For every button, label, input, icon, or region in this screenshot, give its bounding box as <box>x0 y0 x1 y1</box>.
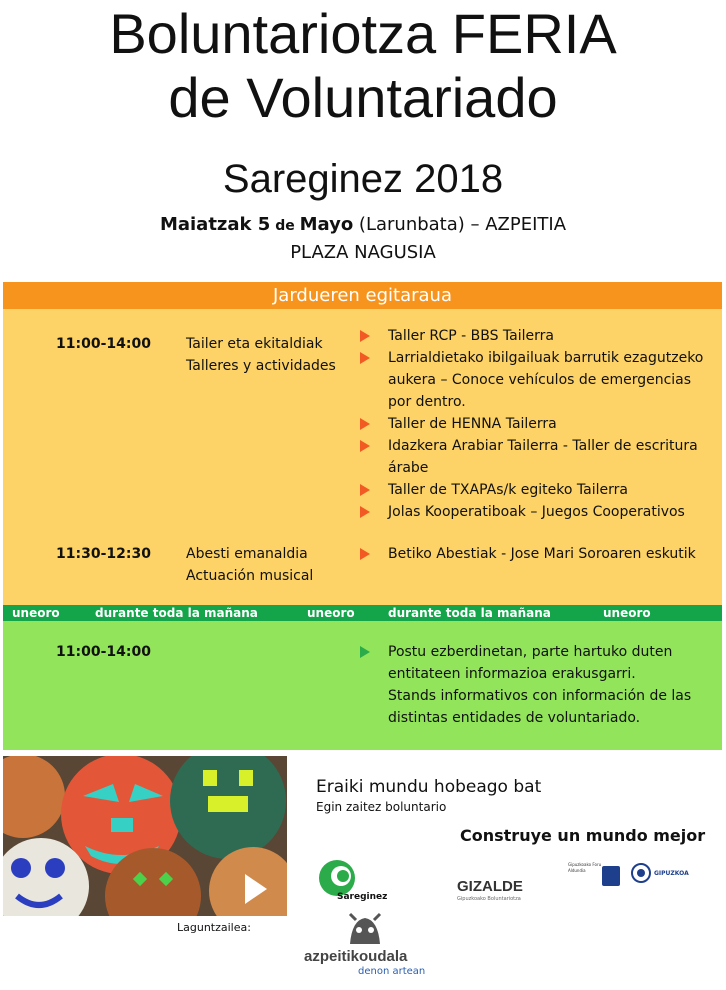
date-de: de <box>270 218 300 234</box>
bullet-arrow-icon <box>360 330 370 342</box>
band-durante: durante toda la mañana <box>388 606 551 620</box>
sareginez-logo-text: Sareginez <box>337 892 388 902</box>
azpeitia-logo-sub: denon artean <box>358 966 426 977</box>
azpeitia-logo-text: azpeitikoudala <box>304 948 408 965</box>
allday-text-es: Stands informativos con información de las distintas entidades de voluntariado. <box>388 688 692 726</box>
slogan-eu-sub: Egin zaitez boluntario <box>316 800 447 814</box>
bullet-arrow-icon <box>360 352 370 364</box>
allday-text-eu: Postu ezberdinetan, parte hartuko duten entitateen informazioa erakusgarri. <box>388 644 673 682</box>
place: PLAZA NAGUSIA <box>290 242 436 263</box>
gizalde-logo-sub: Gipuzkoako Boluntariotza <box>457 896 521 902</box>
sareginez-logo <box>315 858 388 906</box>
block2-time: 11:30-12:30 <box>56 546 151 562</box>
barrels-photo <box>3 756 287 916</box>
bullet-arrow-icon <box>360 484 370 496</box>
bullet-arrow-icon <box>360 440 370 452</box>
diputacion-logo-text: Gipuzkoako Foru Aldundia <box>568 862 602 873</box>
azpeitia-udala-logo <box>300 910 430 985</box>
shield-icon <box>602 866 620 886</box>
band-uneoro: uneoro <box>307 606 355 620</box>
allday-time: 11:00-14:00 <box>56 644 151 660</box>
block1-label-eu: Tailer eta ekitaldiak <box>186 336 323 352</box>
activity-item: Betiko Abestiak - Jose Mari Soroaren eskutik <box>388 546 696 562</box>
activity-item: Taller de HENNA Tailerra <box>388 416 557 432</box>
block1-label-es: Talleres y actividades <box>186 358 336 374</box>
slogan-eu: Eraiki mundu hobeago bat <box>316 777 542 797</box>
band-uneoro: uneoro <box>12 606 60 620</box>
bullet-arrow-icon <box>360 646 370 658</box>
date-line <box>0 212 726 239</box>
slogan-es: Construye un mundo mejor <box>460 826 706 845</box>
band-uneoro: uneoro <box>603 606 651 620</box>
activity-item: Larrialdietako ibilgailuak barrutik ezagutzeko aukera – Conoce vehículos de emergencias por dentro. <box>388 350 704 410</box>
all-morning-band <box>3 605 722 621</box>
diputacion-logo <box>568 862 626 896</box>
oso-gipuzkoa-logo <box>630 862 690 892</box>
bullet-arrow-icon <box>360 548 370 560</box>
activity-item: Jolas Kooperatiboak – Juegos Cooperativos <box>388 504 685 520</box>
title-line-1: Boluntariotza FERIA <box>109 2 617 65</box>
subtitle: Sareginez 2018 <box>222 157 504 201</box>
block2-label-es: Actuación musical <box>186 568 314 584</box>
schedule-heading: Jardueren egitaraua <box>3 282 722 309</box>
band-durante: durante toda la mañana <box>95 606 258 620</box>
oso-logo-text: GIPUZKOA <box>654 870 689 877</box>
gizalde-logo-text: GIZALDE <box>457 878 523 895</box>
block2-label-eu: Abesti emanaldia <box>186 546 308 562</box>
sponsor-label: Laguntzailea: <box>177 921 251 934</box>
activity-item: Idazkera Arabiar Tailerra - Taller de escritura árabe <box>388 438 698 476</box>
gizalde-logo <box>457 878 547 908</box>
date-eu: Maiatzak 5 <box>159 214 271 235</box>
bullet-arrow-icon <box>360 418 370 430</box>
date-rest: (Larunbata) – AZPEITIA <box>353 214 567 235</box>
bullet-arrow-icon <box>360 506 370 518</box>
activity-item: Taller de TXAPAs/k egiteko Tailerra <box>388 482 628 498</box>
date-es: Mayo <box>299 214 354 235</box>
activity-item: Taller RCP - BBS Tailerra <box>388 328 554 344</box>
block1-time: 11:00-14:00 <box>56 336 151 352</box>
title-line-2: de Voluntariado <box>168 66 558 129</box>
